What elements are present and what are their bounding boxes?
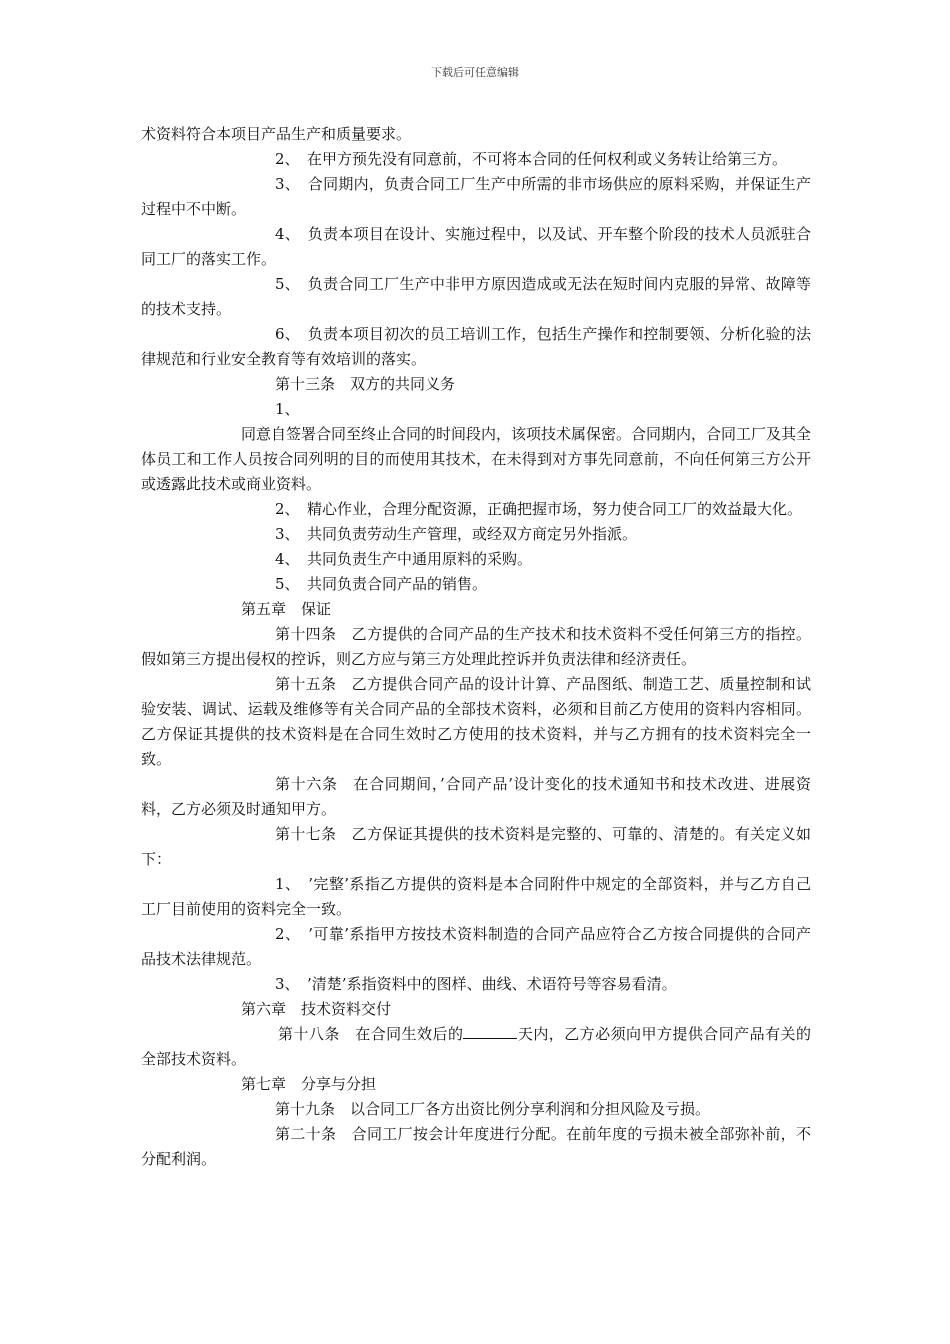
paragraph: 3、 合同期内，负责合同工厂生产中所需的非市场供应的原料采购，并保证生产过程中不中断。 bbox=[141, 175, 811, 218]
paragraph: 第十五条 乙方提供合同产品的设计计算、产品图纸、制造工艺、质量控制和试验安装、调试、运载及维修等有关合同产品的全部技术资料，必须和目前乙方使用的资料内容相同。乙方保证其提供的技术资料是在合同生效时乙方使用的技术资料，并与乙方拥有的技术资料完全一致。 bbox=[141, 675, 811, 768]
paragraph: 3、 ’清楚’系指资料中的图样、曲线、术语符号等容易看清。 bbox=[275, 975, 677, 993]
paragraph: 1、 ’完整’系指乙方提供的资料是本合同附件中规定的全部资料，并与乙方自己工厂目前使用的资料完全一致。 bbox=[141, 875, 811, 918]
paragraph: 3、 共同负责劳动生产管理，或经双方商定另外指派。 bbox=[275, 525, 638, 543]
fill-in-blank bbox=[463, 1024, 517, 1039]
paragraph: 2、 在甲方预先没有同意前，不可将本合同的任何权利或义务转让给第三方。 bbox=[275, 150, 788, 168]
paragraph: 第二十条 合同工厂按会计年度进行分配。在前年度的亏损未被全部弥补前，不分配利润。 bbox=[141, 1125, 811, 1168]
paragraph: 第十四条 乙方提供的合同产品的生产技术和技术资料不受任何第三方的指控。假如第三方提出侵权的控诉，则乙方应与第三方处理此控诉并负责法律和经济责任。 bbox=[141, 625, 811, 668]
chapter-heading: 第六章 技术资料交付 bbox=[241, 1000, 392, 1018]
paragraph: 2、 精心作业，合理分配资源，正确把握市场，努力使合同工厂的效益最大化。 bbox=[275, 500, 803, 518]
paragraph: 4、 负责本项目在设计、实施过程中，以及试、开车整个阶段的技术人员派驻合同工厂的落实工作。 bbox=[141, 225, 811, 268]
paragraph: 5、 共同负责合同产品的销售。 bbox=[275, 575, 488, 593]
paragraph: 第十九条 以合同工厂各方出资比例分享利润和分担风险及亏损。 bbox=[275, 1100, 711, 1118]
page-header: 下载后可任意编辑 bbox=[431, 66, 519, 79]
paragraph: 1、 bbox=[275, 400, 300, 418]
paragraph: 5、 负责合同工厂生产中非甲方原因造成或无法在短时间内克服的异常、故障等的技术支持。 bbox=[141, 275, 811, 318]
document-body bbox=[141, 122, 811, 1172]
paragraph: 术资料符合本项目产品生产和质量要求。 bbox=[141, 125, 412, 143]
article-heading: 第十三条 双方的共同义务 bbox=[275, 375, 456, 393]
paragraph: 同意自签署合同至终止合同的时间段内，该项技术属保密。合同期内，合同工厂及其全体员工和工作人员按合同列明的目的而使用其技术，在未得到对方事先同意前，不向任何第三方公开或透露此技术或商业资料。 bbox=[141, 425, 812, 493]
paragraph: 4、 共同负责生产中通用原料的采购。 bbox=[275, 550, 533, 568]
paragraph: 2、 ’可靠’系指甲方按技术资料制造的合同产品应符合乙方按合同提供的合同产品技术法律规范。 bbox=[141, 925, 811, 968]
paragraph: 6、 负责本项目初次的员工培训工作，包括生产操作和控制要领、分析化验的法律规范和行业安全教育等有效培训的落实。 bbox=[141, 325, 811, 368]
paragraph-text: 第十八条 在合同生效后的 bbox=[278, 1025, 464, 1043]
chapter-heading: 第五章 保证 bbox=[241, 600, 332, 618]
paragraph bbox=[141, 1022, 811, 1072]
chapter-heading: 第七章 分享与分担 bbox=[241, 1075, 377, 1093]
paragraph: 第十七条 乙方保证其提供的技术资料是完整的、可靠的、清楚的。有关定义如下： bbox=[141, 825, 811, 868]
paragraph: 第十六条 在合同期间，’合同产品’设计变化的技术通知书和技术改进、进展资料，乙方必须及时通知甲方。 bbox=[141, 775, 811, 818]
paragraph-text: 天内，乙方必须向甲方提供合同产品有关的全部技术资料。 bbox=[141, 1025, 811, 1068]
